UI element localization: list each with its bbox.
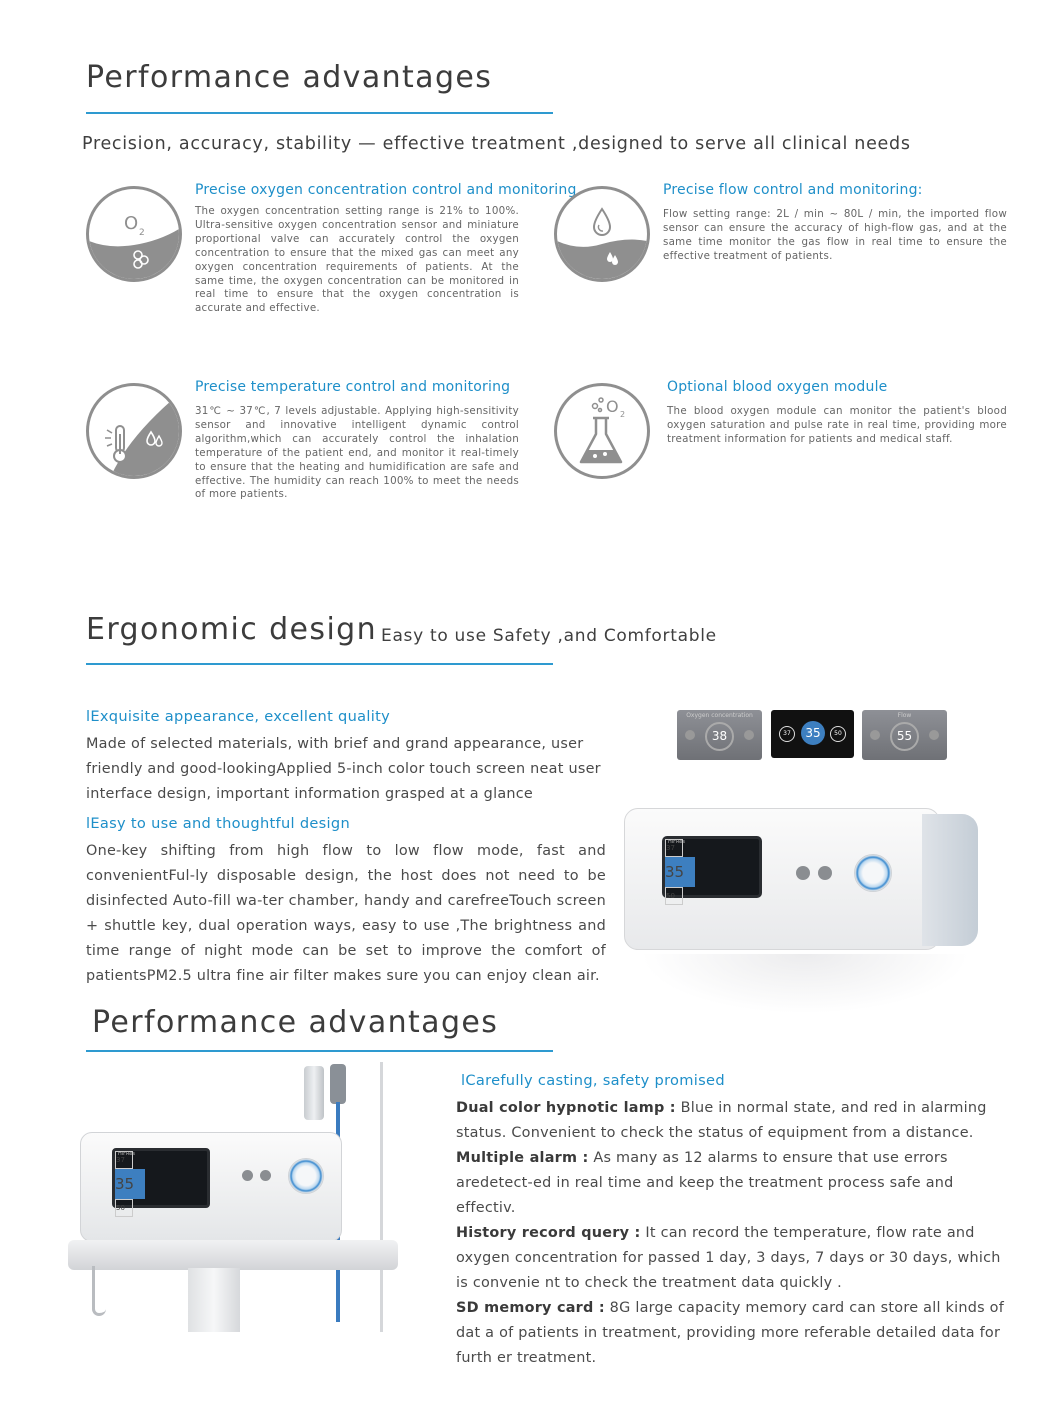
safety-item-label: Multiple alarm : (456, 1150, 589, 1166)
section3-title: Performance advantages (92, 1005, 499, 1040)
device-main-value: 35 (665, 857, 695, 887)
feature-blood-oxygen-title: Optional blood oxygen module (667, 379, 888, 395)
trolley-device-left-value: 37 (115, 1151, 133, 1169)
safety-item-label: History record query : (456, 1225, 641, 1241)
section1-rule (86, 112, 553, 114)
easy-use-paragraph: One-key shifting from high flow to low flow mode, fast and convenientFul-ly disposable design, the host does not need to be disinfected Auto-fill wa-ter chamber, handy and carefreeTouch screen + shuttle key, dual operation ways, easy to use ,The brightness and time range of night mode can be set to improve the comfort of patientsPM2.5 ultra fine air filter makes sure you can enjoy clean air. (86, 843, 606, 984)
feature-oxygen-body: The oxygen concentration setting range is 21% to 100%. Ultra-sensitive oxygen concentration sensor and miniature proportional valve can accurately control the oxygen concentration to ensure that the mixed gas can meet any oxygen concentration requirements of patients. At the same time, the oxygen concentration can be monitored in real time to ensure that the oxygen concentration is accurate and effective. (195, 205, 519, 315)
screen-oxygen-concentration (677, 710, 762, 760)
exquisite-heading: lExquisite appearance, excellent quality (86, 708, 391, 725)
screen-value: 38 (705, 722, 734, 751)
water-drop-icon (554, 186, 650, 282)
feature-flow-title: Precise flow control and monitoring: (663, 182, 923, 198)
safety-item-sd-card (456, 1296, 1016, 1371)
easy-use-heading: lEasy to use and thoughtful design (86, 815, 351, 832)
oxygen-molecule-icon (86, 186, 182, 282)
trolley-device-brand-label: HiFRes (118, 1151, 135, 1157)
section2-rule (86, 663, 553, 665)
section1-title: Performance advantages (86, 60, 493, 95)
device-trolley-view (68, 1062, 408, 1332)
power-button-icon[interactable] (242, 1170, 253, 1181)
feature-blood-oxygen-body: The blood oxygen module can monitor the patient's blood oxygen saturation and pulse rate in real time, providing more treatment information for patients and medical staff. (667, 405, 1007, 445)
device-right-value: 50 (665, 887, 683, 905)
device-shadow (640, 954, 970, 1014)
thermometer-icon (86, 383, 182, 479)
safety-list (456, 1096, 1016, 1371)
device-left-value: 37 (665, 839, 683, 857)
safety-item-text: 8G large capacity memory card can store all kinds of dat a of patients in treatment, providing more referable detailed data for furth er treatment. (456, 1300, 1005, 1366)
section1-subtitle: Precision, accuracy, stability — effective treatment ,designed to serve all clinical needs (82, 134, 911, 154)
safety-item-lamp (456, 1096, 1016, 1146)
alarm-mute-button-icon[interactable] (818, 866, 832, 880)
screen-main (771, 710, 854, 758)
shuttle-knob[interactable] (854, 854, 892, 892)
section2-title: Ergonomic design (86, 612, 378, 647)
safety-item-text: It can record the temperature, flow rate and oxygen concentration for passed 1 day, 3 days, 7 days or 30 days, which is convenie nt to check the treatment data quickly . (456, 1225, 1001, 1291)
safety-item-text: Blue in normal state, and red in alarming status. Convenient to check the status of equipment from a distance. (456, 1100, 987, 1141)
safety-item-history (456, 1221, 1016, 1296)
trolley-device-main-value: 35 (115, 1169, 145, 1199)
screen-label: Flow (897, 712, 912, 719)
feature-oxygen-title: Precise oxygen concentration control and monitoring (195, 182, 577, 198)
flask-icon (554, 383, 650, 479)
minus-icon (685, 730, 695, 740)
feature-temperature-title: Precise temperature control and monitoring (195, 379, 511, 395)
device-brand-label: HiFRes (668, 839, 685, 845)
feature-flow-body: Flow setting range: 2L / min ~ 80L / min, the imported flow sensor can ensure the accuracy of high-flow gas, and at the same time monitor the gas flow in real time to ensure the effective treatment of patients. (663, 208, 1007, 262)
minus-icon (870, 730, 880, 740)
svg-text:O: O (606, 397, 619, 416)
safety-item-text: As many as 12 alarms to ensure that use errors aredetect-ed in real time and keep the treatment process safe and effectiv. (456, 1150, 954, 1216)
screen-label: Oxygen concentration (686, 712, 753, 719)
section3-rule (86, 1050, 553, 1052)
feature-temperature-body: 31℃ ~ 37℃, 7 levels adjustable. Applying high-sensitivity sensor and innovative intelligent dynamic control algorithm,which can accurately control the inhalation temperature of the patient end, and monitor it real-timely to ensure that the heating and humidification are safe and effective. The humidity can reach 100% to meet the needs of more patients. (195, 405, 519, 501)
alarm-mute-button-icon[interactable] (260, 1170, 271, 1181)
safety-item-alarm (456, 1146, 1016, 1221)
device-front-view (622, 808, 982, 958)
screen-center-value: 35 (801, 721, 825, 745)
safety-item-label: SD memory card : (456, 1300, 605, 1316)
trolley-device-right-value: 50 (115, 1199, 133, 1217)
screen-left-value: 37 (779, 726, 795, 742)
section2-tagline: Easy to use Safety ,and Comfortable (381, 626, 717, 646)
svg-text:2: 2 (620, 410, 626, 419)
power-button-icon[interactable] (796, 866, 810, 880)
screen-right-value: 50 (830, 726, 846, 742)
screen-flow (862, 710, 947, 760)
svg-text:2: 2 (139, 228, 145, 238)
screen-value: 55 (890, 722, 919, 751)
safety-heading: lCarefully casting, safety promised (461, 1072, 725, 1089)
plus-icon (744, 730, 754, 740)
shuttle-knob[interactable] (288, 1158, 324, 1194)
safety-item-label: Dual color hypnotic lamp : (456, 1100, 676, 1116)
svg-text:O: O (124, 213, 139, 234)
exquisite-paragraph: Made of selected materials, with brief and grand appearance, user friendly and good-lookingApplied 5-inch color touch screen neat user interface design, important information grasped at a glance (86, 736, 601, 802)
plus-icon (929, 730, 939, 740)
